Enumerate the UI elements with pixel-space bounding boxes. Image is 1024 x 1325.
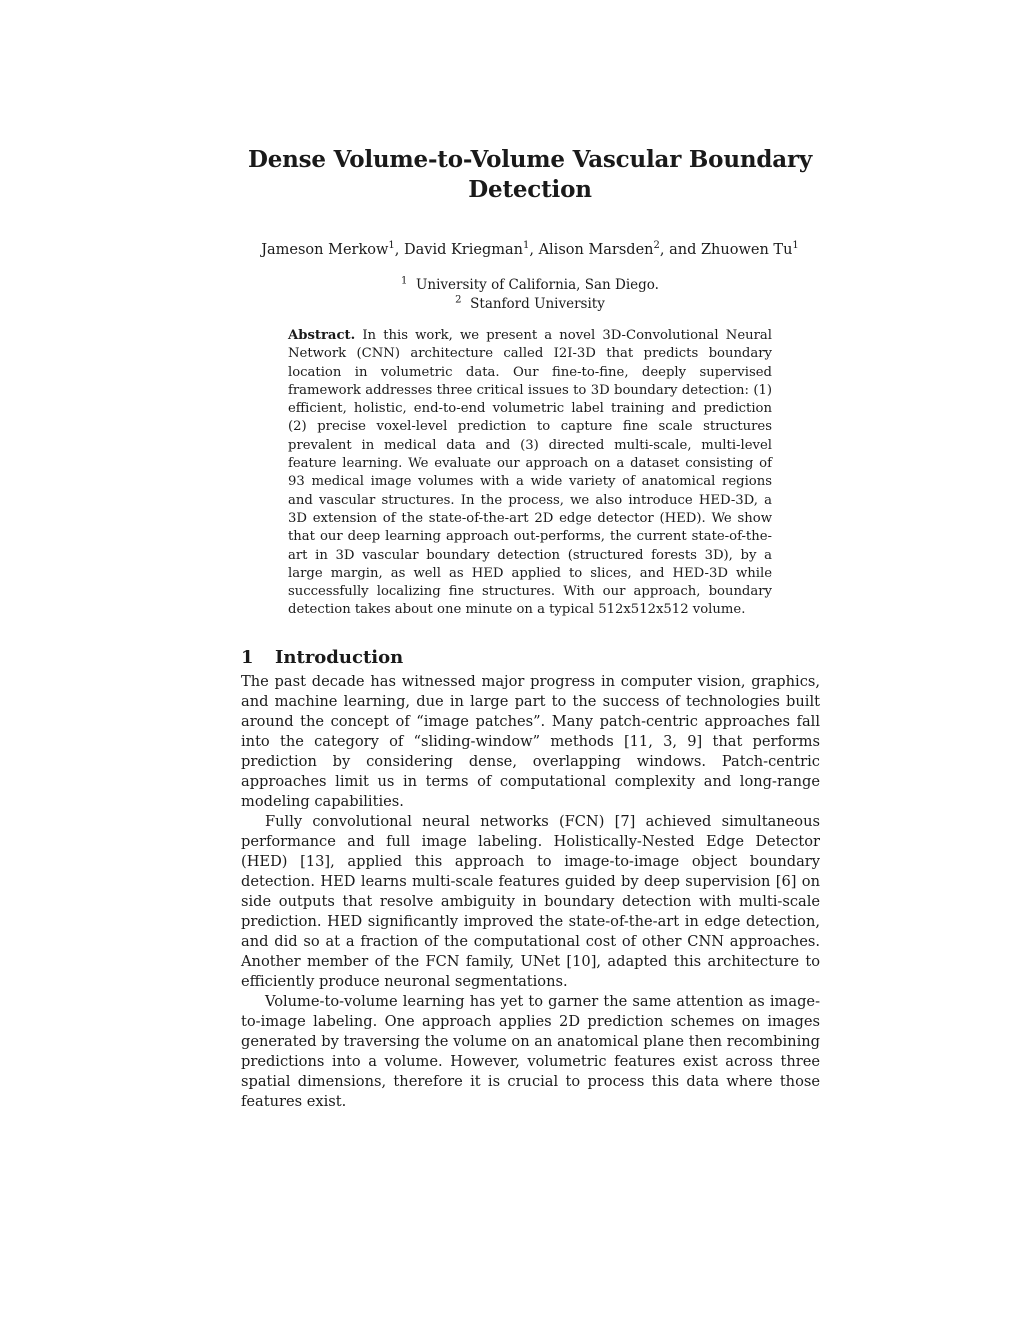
paragraph: Volume-to-volume learning has yet to garner the same attention as image-to-image labeling. One approach applies 2D prediction schemes on images generated by traversing the volume on an anatomical plane then recombining predictions into a volume. However, volumetric features exist across three spatial dimensions, therefore it is crucial to process this data where those features exist. (241, 993, 820, 1110)
section-body (241, 672, 820, 1112)
abstract (288, 327, 772, 620)
author-affil-mark: 1 (792, 240, 799, 252)
section-heading (241, 646, 403, 670)
affiliation-list (300, 276, 760, 314)
section-number: 1 (241, 647, 254, 668)
paragraph: Fully convolutional neural networks (FCN) [7] achieved simultaneous performance and full image labeling. Holistically-Nested Edge Detector (HED) [13], applied this approach to image-to-image object boundary detection. HED learns multi-scale features guided by deep supervision [6] on side outputs that resolve ambiguity in boundary detection with multi-scale prediction. HED significantly improved the state-of-the-art in edge detection, and did so at a fraction of the computational cost of other CNN approaches. Another member of the FCN family, UNet [10], adapted this architecture to efficiently produce neuronal segmentations. (241, 813, 820, 990)
author-name: David Kriegman (403, 242, 523, 258)
affiliation (300, 276, 760, 295)
paper-title: Dense Volume-to-Volume Vascular Boundary Detection (247, 146, 813, 203)
abstract-text: In this work, we present a novel 3D-Convolutional Neural Network (CNN) architecture called I2I-3D that predicts boundary location in volumetric data. Our fine-to-fine, deeply supervised framework addresses three critical issues to 3D boundary detection: (1) efficient, holistic, end-to-end volumetric label training and prediction (2) precise voxel-level prediction to capture fine scale structures prevalent in medical data and (3) directed multi-scale, multi-level feature learning. We evaluate our approach on a dataset consisting of 93 medical image volumes with a wide variety of anatomical regions and vascular structures. In the process, we also introduce HED-3D, a 3D extension of the state-of-the-art 2D edge detector (HED). We show that our deep learning approach out-performs, the current state-of-the-art in 3D vascular boundary detection (structured forests 3D), by a large margin, as well as HED applied to slices, and HED-3D while successfully localizing fine structures. With our approach, boundary detection takes about one minute on a typical 512x512x512 volume. (288, 328, 772, 618)
abstract-label: Abstract. (288, 328, 356, 343)
affiliation-mark: 2 (455, 294, 462, 306)
author-name: Jameson Merkow (261, 242, 389, 258)
author-affil-mark: 1 (522, 240, 530, 252)
affiliation-mark: 1 (401, 275, 408, 287)
author-separator: , (394, 242, 404, 258)
author-affil-mark: 2 (653, 240, 660, 252)
affiliation-text: Stanford University (470, 296, 605, 312)
author-name: Alison Marsden (538, 242, 654, 258)
affiliation (300, 295, 760, 314)
author-separator: , and (659, 242, 701, 258)
author-list (200, 240, 860, 260)
author-separator: , (529, 242, 539, 258)
author-name: Zhuowen Tu (700, 242, 793, 258)
paragraph: The past decade has witnessed major progress in computer vision, graphics, and machine learning, due in large part to the success of technologies built around the concept of “image patches”. Many patch-centric approaches fall into the category of “sliding-window” methods [11, 3, 9] that performs prediction by considering dense, overlapping windows. Patch-centric approaches limit us in terms of computational complexity and long-range modeling capabilities. (241, 673, 820, 810)
author-affil-mark: 1 (388, 240, 395, 252)
section-title: Introduction (275, 647, 404, 668)
affiliation-text: University of California, San Diego. (416, 277, 659, 293)
